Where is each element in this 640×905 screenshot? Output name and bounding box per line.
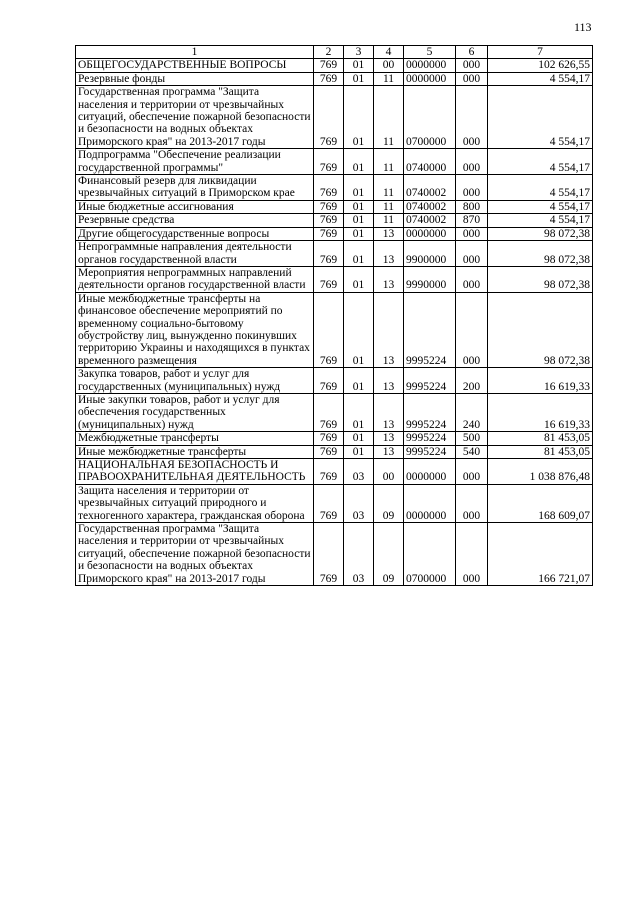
row-name-cell: Другие общегосударственные вопросы: [76, 227, 314, 240]
ministry-code-cell: 769: [314, 200, 344, 213]
row-name-cell: НАЦИОНАЛЬНАЯ БЕЗОПАСНОСТЬ И ПРАВООХРАНИТЕЛЬНАЯ ДЕЯТЕЛЬНОСТЬ: [76, 459, 314, 485]
ministry-code-cell: 769: [314, 59, 344, 72]
subsection-code-cell: 09: [374, 484, 404, 522]
amount-cell: 4 554,17: [488, 175, 593, 201]
table-row: [76, 523, 593, 586]
table-row: [76, 292, 593, 367]
table-header-row: [76, 46, 593, 59]
table-row: [76, 149, 593, 175]
amount-cell: 168 609,07: [488, 484, 593, 522]
table-row: [76, 484, 593, 522]
row-name-cell: Иные межбюджетные трансферты: [76, 445, 314, 458]
ministry-code-cell: 769: [314, 175, 344, 201]
section-code-cell: 01: [344, 86, 374, 149]
section-code-cell: 01: [344, 59, 374, 72]
amount-cell: 16 619,33: [488, 393, 593, 431]
section-code-cell: 01: [344, 432, 374, 445]
column-header: 1: [76, 46, 314, 59]
subsection-code-cell: 13: [374, 241, 404, 267]
ministry-code-cell: 769: [314, 432, 344, 445]
section-code-cell: 01: [344, 445, 374, 458]
expense-type-cell: 000: [456, 59, 488, 72]
target-article-cell: 9900000: [404, 241, 456, 267]
ministry-code-cell: 769: [314, 241, 344, 267]
row-name-cell: Иные межбюджетные трансферты на финансовое обеспечение мероприятий по временному социально-бытовому обустройству лиц, вынужденно покинувших территорию Украины и находящихся в пунктах временного размещения: [76, 292, 314, 367]
amount-cell: 4 554,17: [488, 86, 593, 149]
row-name-cell: Государственная программа "Защита населения и территории от чрезвычайных ситуаций, обеспечение пожарной безопасности и безопасности на водных объектах Приморского края" на 2013-2017 годы: [76, 523, 314, 586]
row-name-cell: Финансовый резерв для ликвидации чрезвычайных ситуаций в Приморском крае: [76, 175, 314, 201]
ministry-code-cell: 769: [314, 523, 344, 586]
section-code-cell: 01: [344, 214, 374, 227]
row-name-cell: Резервные средства: [76, 214, 314, 227]
expense-type-cell: 000: [456, 227, 488, 240]
target-article-cell: 9995224: [404, 432, 456, 445]
expense-type-cell: 000: [456, 149, 488, 175]
target-article-cell: 9995224: [404, 393, 456, 431]
target-article-cell: 0000000: [404, 484, 456, 522]
expense-type-cell: 000: [456, 86, 488, 149]
target-article-cell: 9995224: [404, 292, 456, 367]
column-header: 7: [488, 46, 593, 59]
subsection-code-cell: 13: [374, 368, 404, 394]
amount-cell: 4 554,17: [488, 200, 593, 213]
budget-table: [75, 45, 593, 586]
ministry-code-cell: 769: [314, 445, 344, 458]
section-code-cell: 01: [344, 149, 374, 175]
target-article-cell: 9990000: [404, 266, 456, 292]
subsection-code-cell: 13: [374, 266, 404, 292]
section-code-cell: 01: [344, 393, 374, 431]
amount-cell: 98 072,38: [488, 292, 593, 367]
amount-cell: 81 453,05: [488, 445, 593, 458]
table-row: [76, 393, 593, 431]
amount-cell: 1 038 876,48: [488, 459, 593, 485]
row-name-cell: Иные бюджетные ассигнования: [76, 200, 314, 213]
target-article-cell: 0700000: [404, 523, 456, 586]
subsection-code-cell: 13: [374, 445, 404, 458]
amount-cell: 4 554,17: [488, 149, 593, 175]
ministry-code-cell: 769: [314, 459, 344, 485]
section-code-cell: 01: [344, 292, 374, 367]
subsection-code-cell: 09: [374, 523, 404, 586]
target-article-cell: 0700000: [404, 86, 456, 149]
table-row: [76, 214, 593, 227]
ministry-code-cell: 769: [314, 86, 344, 149]
row-name-cell: Мероприятия непрограммных направлений деятельности органов государственной власти: [76, 266, 314, 292]
amount-cell: 102 626,55: [488, 59, 593, 72]
subsection-code-cell: 11: [374, 72, 404, 85]
row-name-cell: Государственная программа "Защита населения и территории от чрезвычайных ситуаций, обеспечение пожарной безопасности и безопасности на водных объектах Приморского края" на 2013-2017 годы: [76, 86, 314, 149]
target-article-cell: 9995224: [404, 368, 456, 394]
column-header: 2: [314, 46, 344, 59]
target-article-cell: 0000000: [404, 459, 456, 485]
table-body: [76, 59, 593, 586]
subsection-code-cell: 11: [374, 175, 404, 201]
row-name-cell: Резервные фонды: [76, 72, 314, 85]
amount-cell: 81 453,05: [488, 432, 593, 445]
column-header: 6: [456, 46, 488, 59]
section-code-cell: 03: [344, 484, 374, 522]
ministry-code-cell: 769: [314, 149, 344, 175]
section-code-cell: 01: [344, 241, 374, 267]
row-name-cell: Закупка товаров, работ и услуг для государственных (муниципальных) нужд: [76, 368, 314, 394]
target-article-cell: 0000000: [404, 59, 456, 72]
table-row: [76, 175, 593, 201]
section-code-cell: 01: [344, 72, 374, 85]
amount-cell: 98 072,38: [488, 227, 593, 240]
subsection-code-cell: 00: [374, 59, 404, 72]
expense-type-cell: 000: [456, 266, 488, 292]
ministry-code-cell: 769: [314, 292, 344, 367]
ministry-code-cell: 769: [314, 484, 344, 522]
table-row: [76, 200, 593, 213]
section-code-cell: 01: [344, 175, 374, 201]
page-number: 113: [574, 20, 592, 34]
subsection-code-cell: 13: [374, 432, 404, 445]
subsection-code-cell: 13: [374, 227, 404, 240]
expense-type-cell: 000: [456, 72, 488, 85]
ministry-code-cell: 769: [314, 227, 344, 240]
amount-cell: 98 072,38: [488, 266, 593, 292]
subsection-code-cell: 11: [374, 200, 404, 213]
ministry-code-cell: 769: [314, 393, 344, 431]
table-row: [76, 72, 593, 85]
target-article-cell: 9995224: [404, 445, 456, 458]
expense-type-cell: 000: [456, 241, 488, 267]
section-code-cell: 01: [344, 227, 374, 240]
subsection-code-cell: 11: [374, 214, 404, 227]
amount-cell: 4 554,17: [488, 72, 593, 85]
section-code-cell: 03: [344, 523, 374, 586]
row-name-cell: Непрограммные направления деятельности органов государственной власти: [76, 241, 314, 267]
expense-type-cell: 000: [456, 175, 488, 201]
table-row: [76, 266, 593, 292]
subsection-code-cell: 11: [374, 149, 404, 175]
subsection-code-cell: 13: [374, 393, 404, 431]
target-article-cell: 0740000: [404, 149, 456, 175]
expense-type-cell: 000: [456, 484, 488, 522]
row-name-cell: Защита населения и территории от чрезвычайных ситуаций природного и техногенного характера, гражданская оборона: [76, 484, 314, 522]
column-header: 5: [404, 46, 456, 59]
row-name-cell: Подпрограмма "Обеспечение реализации государственной программы": [76, 149, 314, 175]
row-name-cell: Иные закупки товаров, работ и услуг для обеспечения государственных (муниципальных) нужд: [76, 393, 314, 431]
section-code-cell: 01: [344, 200, 374, 213]
table-row: [76, 459, 593, 485]
column-header: 3: [344, 46, 374, 59]
table-row: [76, 59, 593, 72]
amount-cell: 166 721,07: [488, 523, 593, 586]
amount-cell: 16 619,33: [488, 368, 593, 394]
expense-type-cell: 000: [456, 523, 488, 586]
expense-type-cell: 870: [456, 214, 488, 227]
subsection-code-cell: 00: [374, 459, 404, 485]
table-row: [76, 368, 593, 394]
expense-type-cell: 800: [456, 200, 488, 213]
target-article-cell: 0000000: [404, 227, 456, 240]
ministry-code-cell: 769: [314, 214, 344, 227]
expense-type-cell: 000: [456, 292, 488, 367]
subsection-code-cell: 13: [374, 292, 404, 367]
expense-type-cell: 200: [456, 368, 488, 394]
target-article-cell: 0740002: [404, 175, 456, 201]
target-article-cell: 0740002: [404, 200, 456, 213]
expense-type-cell: 240: [456, 393, 488, 431]
expense-type-cell: 500: [456, 432, 488, 445]
amount-cell: 98 072,38: [488, 241, 593, 267]
table-row: [76, 432, 593, 445]
ministry-code-cell: 769: [314, 368, 344, 394]
section-code-cell: 03: [344, 459, 374, 485]
table-row: [76, 241, 593, 267]
target-article-cell: 0000000: [404, 72, 456, 85]
amount-cell: 4 554,17: [488, 214, 593, 227]
row-name-cell: ОБЩЕГОСУДАРСТВЕННЫЕ ВОПРОСЫ: [76, 59, 314, 72]
expense-type-cell: 540: [456, 445, 488, 458]
expense-type-cell: 000: [456, 459, 488, 485]
section-code-cell: 01: [344, 266, 374, 292]
column-header: 4: [374, 46, 404, 59]
row-name-cell: Межбюджетные трансферты: [76, 432, 314, 445]
table-row: [76, 445, 593, 458]
table-row: [76, 227, 593, 240]
section-code-cell: 01: [344, 368, 374, 394]
table-row: [76, 86, 593, 149]
ministry-code-cell: 769: [314, 266, 344, 292]
target-article-cell: 0740002: [404, 214, 456, 227]
subsection-code-cell: 11: [374, 86, 404, 149]
ministry-code-cell: 769: [314, 72, 344, 85]
